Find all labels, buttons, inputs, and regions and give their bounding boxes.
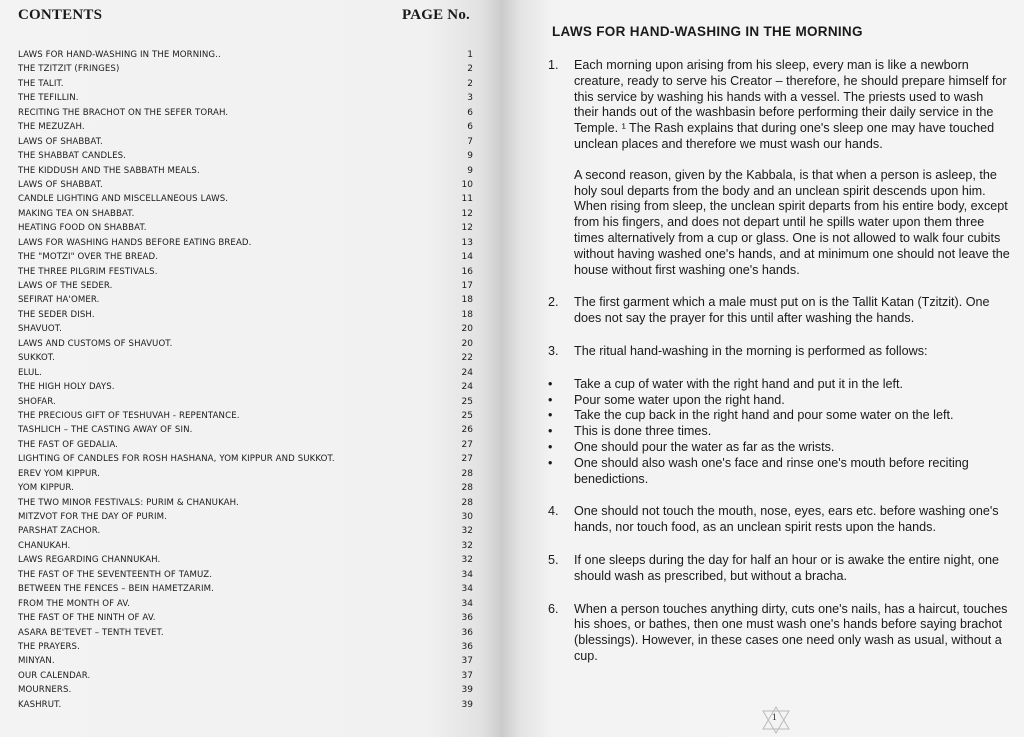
toc-entry-label: THE PRECIOUS GIFT OF TESHUVAH - REPENTANCE. bbox=[18, 410, 240, 421]
toc-entry bbox=[18, 368, 473, 382]
toc-entry bbox=[18, 411, 473, 425]
toc-entry-page: 36 bbox=[461, 627, 473, 638]
toc-entry-label: LAWS FOR HAND-WASHING IN THE MORNING.. bbox=[18, 50, 221, 60]
toc-entry-page: 37 bbox=[461, 656, 473, 667]
toc-entry-label: LAWS FOR WASHING HANDS BEFORE EATING BREAD. bbox=[18, 237, 252, 248]
toc-entry-page: 26 bbox=[461, 425, 473, 436]
bullet-icon: • bbox=[548, 408, 553, 423]
toc-entry-label: EREV YOM KIPPUR. bbox=[18, 468, 100, 479]
toc-entry-label: THE TALIT. bbox=[18, 78, 64, 89]
toc-entry-label: THE FAST OF GEDALIA. bbox=[18, 439, 118, 450]
toc-entry bbox=[18, 339, 473, 353]
toc-entry bbox=[18, 440, 473, 454]
item-number: 5. bbox=[548, 552, 559, 567]
toc-entry bbox=[18, 79, 473, 93]
toc-entry-label: RECITING THE BRACHOT ON THE SEFER TORAH. bbox=[18, 107, 229, 118]
item-body bbox=[574, 602, 1010, 665]
toc-entry-page: 11 bbox=[461, 194, 473, 205]
item-number: 4. bbox=[548, 504, 559, 519]
toc-entry-label: THE TEFILLIN. bbox=[18, 93, 79, 104]
bullet-item bbox=[548, 377, 1010, 393]
toc-entry-page: 12 bbox=[461, 208, 473, 219]
toc-entry bbox=[18, 685, 473, 699]
toc-entry bbox=[18, 584, 473, 598]
toc-entry bbox=[18, 397, 473, 411]
toc-entry-page: 7 bbox=[467, 136, 473, 147]
contents-list bbox=[18, 50, 473, 714]
toc-entry-label: THE FAST OF THE NINTH OF AV. bbox=[18, 613, 156, 624]
page-number-heading: PAGE No. bbox=[402, 7, 470, 23]
toc-entry-page: 12 bbox=[461, 223, 473, 234]
numbered-item bbox=[548, 295, 1010, 327]
toc-entry-label: LAWS OF SHABBAT. bbox=[18, 136, 103, 147]
toc-entry-page: 24 bbox=[461, 382, 473, 393]
toc-entry bbox=[18, 281, 473, 295]
toc-entry-label: LAWS OF SHABBAT. bbox=[18, 179, 103, 190]
toc-entry-label: THE PRAYERS. bbox=[18, 641, 80, 652]
toc-entry-page: 17 bbox=[461, 281, 473, 291]
numbered-items bbox=[548, 58, 1010, 360]
numbered-item bbox=[548, 602, 1010, 665]
toc-entry-page: 1 bbox=[467, 50, 473, 60]
toc-entry bbox=[18, 50, 473, 64]
item-paragraph: The ritual hand-washing in the morning is performed as follows: bbox=[574, 343, 928, 358]
item-body bbox=[574, 344, 1010, 360]
toc-entry-label: FROM THE MONTH OF AV. bbox=[18, 598, 131, 609]
toc-entry bbox=[18, 93, 473, 107]
article-page bbox=[500, 0, 1024, 737]
bullet-item bbox=[548, 408, 1010, 424]
toc-entry-page: 25 bbox=[461, 410, 473, 421]
numbered-item bbox=[548, 553, 1010, 585]
bullet-icon: • bbox=[548, 424, 553, 439]
toc-entry-page: 14 bbox=[461, 252, 473, 263]
bullet-list bbox=[548, 377, 1010, 488]
toc-entry bbox=[18, 498, 473, 512]
toc-entry-label: ASARA BE'TEVET – TENTH TEVET. bbox=[18, 627, 164, 638]
toc-entry-page: 2 bbox=[467, 78, 473, 89]
toc-entry bbox=[18, 613, 473, 627]
toc-entry-page: 6 bbox=[467, 107, 473, 118]
toc-entry-label: LAWS OF THE SEDER. bbox=[18, 281, 113, 291]
toc-entry-label: MAKING TEA ON SHABBAT. bbox=[18, 208, 135, 219]
toc-entry-label: BETWEEN THE FENCES – BEIN HAMETZARIM. bbox=[18, 584, 214, 595]
item-body bbox=[574, 553, 1010, 585]
item-paragraph: The first garment which a male must put on is the Tallit Katan (Tzitzit). One does not say the prayer for this until after washing the hands. bbox=[574, 295, 990, 326]
toc-entry-page: 18 bbox=[461, 295, 473, 306]
toc-entry-page: 20 bbox=[461, 338, 473, 349]
toc-entry-label: LAWS REGARDING CHANNUKAH. bbox=[18, 555, 161, 566]
toc-entry bbox=[18, 628, 473, 642]
toc-entry-page: 28 bbox=[461, 468, 473, 479]
bullet-item bbox=[548, 393, 1010, 409]
toc-entry-page: 6 bbox=[467, 122, 473, 133]
toc-entry-page: 36 bbox=[461, 613, 473, 624]
toc-entry-page: 9 bbox=[467, 165, 473, 176]
toc-entry bbox=[18, 656, 473, 670]
toc-entry-page: 39 bbox=[461, 685, 473, 696]
toc-entry bbox=[18, 483, 473, 497]
item-paragraph: One should not touch the mouth, nose, eyes, ears etc. before washing one's hands, nor touch food, as an unclean spirit rests upon the hands. bbox=[574, 504, 999, 535]
toc-entry-page: 39 bbox=[461, 699, 473, 710]
toc-entry-page: 32 bbox=[461, 555, 473, 566]
toc-entry-page: 32 bbox=[461, 540, 473, 551]
toc-entry-label: SEFIRAT HA'OMER. bbox=[18, 295, 100, 306]
toc-entry-page: 27 bbox=[461, 439, 473, 450]
toc-entry-label: YOM KIPPUR. bbox=[18, 483, 75, 494]
numbered-item bbox=[548, 344, 1010, 360]
numbered-item bbox=[548, 58, 1010, 278]
toc-entry bbox=[18, 108, 473, 122]
toc-entry-page: 34 bbox=[461, 584, 473, 595]
toc-entry bbox=[18, 570, 473, 584]
toc-entry bbox=[18, 180, 473, 194]
toc-entry-page: 27 bbox=[461, 454, 473, 465]
toc-entry-page: 36 bbox=[461, 641, 473, 652]
toc-entry-label: THE "MOTZI" OVER THE BREAD. bbox=[18, 252, 159, 263]
numbered-item bbox=[548, 504, 1010, 536]
section-title: LAWS FOR HAND-WASHING IN THE MORNING bbox=[552, 24, 863, 39]
toc-entry bbox=[18, 382, 473, 396]
toc-entry bbox=[18, 353, 473, 367]
toc-entry-label: THE FAST OF THE SEVENTEENTH OF TAMUZ. bbox=[18, 569, 213, 580]
item-paragraph: If one sleeps during the day for half an hour or is awake the entire night, one should wash as prescribed, but without a bracha. bbox=[574, 552, 999, 583]
toc-entry-page: 37 bbox=[461, 670, 473, 681]
toc-entry-label: KASHRUT. bbox=[18, 699, 62, 710]
toc-entry bbox=[18, 137, 473, 151]
bullet-icon: • bbox=[548, 439, 553, 454]
toc-entry-label: THE HIGH HOLY DAYS. bbox=[18, 382, 115, 393]
toc-entry bbox=[18, 252, 473, 266]
toc-entry bbox=[18, 223, 473, 237]
toc-entry-label: SHAVUOT. bbox=[18, 324, 62, 335]
toc-entry bbox=[18, 122, 473, 136]
toc-entry bbox=[18, 469, 473, 483]
item-number: 3. bbox=[548, 343, 559, 358]
bullet-icon: • bbox=[548, 392, 553, 407]
bullet-text: Take a cup of water with the right hand and put it in the left. bbox=[574, 376, 904, 391]
toc-entry bbox=[18, 671, 473, 685]
toc-entry-label: CHANUKAH. bbox=[18, 540, 71, 551]
toc-entry bbox=[18, 642, 473, 656]
toc-entry-label: THE SEDER DISH. bbox=[18, 309, 95, 320]
toc-entry bbox=[18, 324, 473, 338]
toc-entry bbox=[18, 599, 473, 613]
toc-entry-label: THE KIDDUSH AND THE SABBATH MEALS. bbox=[18, 165, 200, 176]
item-paragraph: A second reason, given by the Kabbala, is that when a person is asleep, the holy soul departs from the body and an unclean spirit descends upon him. When rising from sleep, the unclean spirit departs from his entire body, except from his fingers, and does not depart until he spills water upon them three times alternatively from a cup or glass. One is not allowed to walk four cubits without having washed one's hands, and at minimum one should not leave the house without first washing one's hands. bbox=[574, 167, 1010, 277]
toc-entry bbox=[18, 194, 473, 208]
toc-entry bbox=[18, 267, 473, 281]
article-body bbox=[548, 58, 1010, 682]
toc-entry bbox=[18, 541, 473, 555]
toc-entry bbox=[18, 209, 473, 223]
toc-entry-label: THE TZITZIT (FRINGES) bbox=[18, 64, 120, 75]
toc-entry-page: 24 bbox=[461, 367, 473, 378]
toc-entry-page: 13 bbox=[461, 237, 473, 248]
toc-entry-page: 34 bbox=[461, 569, 473, 580]
bullet-item bbox=[548, 440, 1010, 456]
toc-entry-label: PARSHAT ZACHOR. bbox=[18, 526, 101, 537]
toc-entry-label: THE MEZUZAH. bbox=[18, 122, 85, 133]
toc-entry-page: 10 bbox=[461, 179, 473, 190]
toc-entry-page: 28 bbox=[461, 497, 473, 508]
toc-entry-label: SUKKOT. bbox=[18, 353, 55, 364]
contents-title: CONTENTS bbox=[18, 7, 103, 23]
toc-entry-page: 30 bbox=[461, 512, 473, 522]
toc-entry bbox=[18, 454, 473, 468]
toc-entry bbox=[18, 526, 473, 540]
bullet-item bbox=[548, 456, 1010, 488]
item-number: 6. bbox=[548, 601, 559, 616]
bullet-text: One should pour the water as far as the wrists. bbox=[574, 439, 835, 454]
toc-entry bbox=[18, 151, 473, 165]
toc-entry-label: THE TWO MINOR FESTIVALS: PURIM & CHANUKAH. bbox=[18, 497, 239, 508]
toc-entry-label: TASHLICH – THE CASTING AWAY OF SIN. bbox=[18, 425, 193, 436]
bullet-icon: • bbox=[548, 455, 553, 470]
item-body bbox=[574, 504, 1010, 536]
bullet-text: One should also wash one's face and rinse one's mouth before reciting benedictions. bbox=[574, 455, 969, 486]
toc-entry-label: HEATING FOOD ON SHABBAT. bbox=[18, 223, 147, 234]
bullet-text: This is done three times. bbox=[574, 424, 712, 439]
bullet-item bbox=[548, 424, 1010, 440]
toc-entry bbox=[18, 425, 473, 439]
toc-entry-label: MOURNERS. bbox=[18, 685, 72, 696]
toc-entry-page: 34 bbox=[461, 598, 473, 609]
contents-page bbox=[0, 0, 500, 737]
toc-entry bbox=[18, 310, 473, 324]
item-body bbox=[574, 295, 1010, 327]
toc-entry-label: THE THREE PILGRIM FESTIVALS. bbox=[18, 266, 158, 277]
toc-entry-page: 18 bbox=[461, 309, 473, 320]
toc-entry-label: LAWS AND CUSTOMS OF SHAVUOT. bbox=[18, 338, 173, 349]
toc-entry-label: THE SHABBAT CANDLES. bbox=[18, 151, 126, 162]
numbered-items-continued bbox=[548, 504, 1010, 664]
item-paragraph: When a person touches anything dirty, cuts one's nails, has a haircut, touches his shoes, or bathes, then one must wash one's hands before saying brachot (blessings). However, in these cases one need only wash as usual, without a cup. bbox=[574, 601, 1008, 663]
toc-entry bbox=[18, 238, 473, 252]
bullet-text: Pour some water upon the right hand. bbox=[574, 392, 785, 407]
toc-entry-page: 25 bbox=[461, 396, 473, 407]
item-number: 1. bbox=[548, 58, 559, 72]
toc-entry-page: 28 bbox=[461, 483, 473, 494]
toc-entry-label: SHOFAR. bbox=[18, 396, 56, 407]
toc-entry-label: LIGHTING OF CANDLES FOR ROSH HASHANA, YOM KIPPUR AND SUKKOT. bbox=[18, 454, 335, 465]
toc-entry bbox=[18, 512, 473, 526]
page-number: 1 bbox=[772, 712, 777, 722]
toc-entry-page: 2 bbox=[467, 64, 473, 75]
toc-entry bbox=[18, 295, 473, 309]
toc-entry-page: 3 bbox=[467, 93, 473, 104]
toc-entry-page: 20 bbox=[461, 324, 473, 335]
toc-entry bbox=[18, 166, 473, 180]
toc-entry-label: MITZVOT FOR THE DAY OF PURIM. bbox=[18, 512, 167, 522]
item-paragraph: Each morning upon arising from his sleep, every man is like a newborn creature, ready to serve his Creator – therefore, he should prepare himself for this service by washing his hands with a vessel. The priests used to wash their hands out of the washbasin before performing their daily service in the Temple. ¹ The Rash explains that during one's sleep one may have touched unclean places and therefore we must wash our hands. bbox=[574, 58, 1007, 151]
bullet-text: Take the cup back in the right hand and pour some water on the left. bbox=[574, 408, 954, 423]
toc-entry bbox=[18, 555, 473, 569]
toc-entry-page: 16 bbox=[461, 266, 473, 277]
toc-entry-label: CANDLE LIGHTING AND MISCELLANEOUS LAWS. bbox=[18, 194, 229, 205]
toc-entry-label: ELUL. bbox=[18, 367, 43, 378]
item-body bbox=[574, 58, 1010, 278]
toc-entry-page: 32 bbox=[461, 526, 473, 537]
toc-entry-page: 22 bbox=[461, 353, 473, 364]
toc-entry-label: OUR CALENDAR. bbox=[18, 670, 91, 681]
bullet-icon: • bbox=[548, 376, 553, 391]
item-number: 2. bbox=[548, 295, 559, 310]
toc-entry bbox=[18, 64, 473, 78]
toc-entry-page: 9 bbox=[467, 151, 473, 162]
toc-entry-label: MINYAN. bbox=[18, 656, 55, 667]
toc-entry bbox=[18, 700, 473, 714]
